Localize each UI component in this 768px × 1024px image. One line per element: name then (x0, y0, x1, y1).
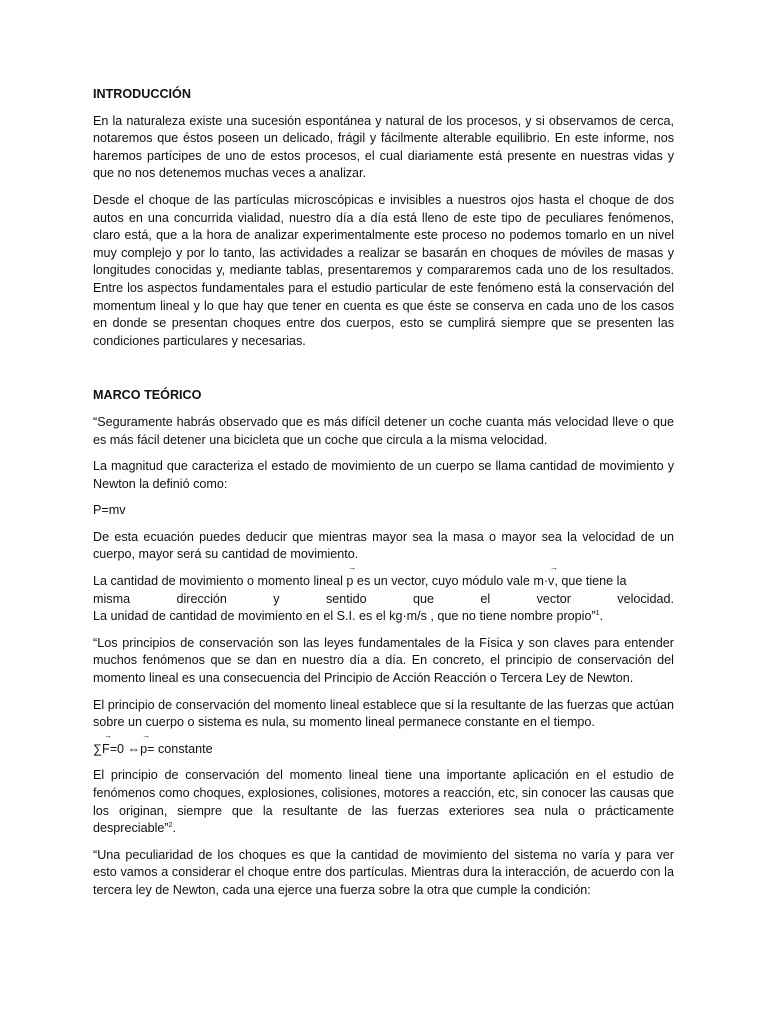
momentum-definition-word: velocidad. (617, 591, 674, 606)
marco-paragraph-6-text: El principio de conservación del momento lineal tiene una importante aplicación en el estudio de fenómenos como choques, explosiones, colisiones, motores a reacción, etc, sin conocer las causas que los originan, siempre que la resultante de las fuerzas exteriores sea nula o prácticamente despreciable” (93, 768, 674, 836)
marco-paragraph-1: “Seguramente habrás observado que es más difícil detener un coche cuanta más velocidad lleve o que es más fácil detener una bicicleta que un coche que circula a la misma velocidad. (93, 414, 674, 447)
marco-paragraph-4: “Los principios de conservación son las leyes fundamentales de la Física y son claves para entender muchos fenómenos que se dan en nuestro día a día. En concreto, el principio de conservación del momento lineal es una consecuencia del Principio de Acción Reacción o Tercera Ley de Newton. (93, 635, 674, 686)
marco-paragraph-6-end: . (172, 821, 177, 836)
momentum-definition-paragraph (93, 573, 674, 626)
marco-teorico-heading: MARCO TEÓRICO (93, 388, 202, 403)
momentum-unit-text: La unidad de cantidad de movimiento en el S.I. es el kg·m/s , que no tiene nombre propio” (93, 609, 596, 624)
vector-f-symbol: F → (102, 741, 110, 759)
intro-paragraph-1: En la naturaleza existe una sucesión espontánea y natural de los procesos, y si observamos de cerca, notaremos que éstos poseen un delicado, frágil y fácilmente alterable equilibrio. En este informe, nos haremos partícipes de uno de estos procesos, el cual diariamente está presente en nuestras vidas y que no nos detenemos muchas veces a analizar. (93, 113, 674, 181)
momentum-definition-word: y (273, 591, 280, 606)
intro-paragraph-2: Desde el choque de las partículas microscópicas e invisibles a nuestros ojos hasta el choque de dos autos en una concurrida vialidad, nuestro día a día está lleno de este tipo de peculiares fenómenos, claro está, que a la hora de analizar experimentalmente este proceso no podemos tomarlo en un nivel muy complejo y por lo tanto, las actividades a realizar se basarán en choques de móviles de masas y longitudes conocidas y, mediante tablas, presentaremos y compararemos cada uno de los resultados. Entre los aspectos fundamentales para el estudio particular de este fenómeno está la conservación del momentum lineal y lo que hay que tener en cuenta es que éste se conserva en cada uno de los casos en donde se presentan choques entre dos cuerpos, esto se cumplirá siempre que se presenten las condiciones particulares y necesarias. (93, 192, 674, 348)
momentum-definition-word: vector (536, 591, 571, 606)
momentum-formula: P=mv (93, 503, 126, 518)
vector-p-symbol: p → (346, 573, 353, 591)
momentum-definition-line-1 (93, 573, 674, 591)
momentum-definition-word: el (480, 591, 491, 606)
momentum-unit-end: . (599, 609, 604, 624)
sum-symbol: ∑ (93, 741, 102, 756)
document-page (93, 86, 674, 909)
momentum-text-c: , que tiene la (554, 574, 627, 589)
marco-paragraph-3: De esta ecuación puedes deducir que mientras mayor sea la masa o mayor sea la velocidad de un cuerpo, mayor será su cantidad de movimiento. (93, 529, 674, 562)
marco-paragraph-5: El principio de conservación del momento lineal establece que si la resultante de las fuerzas que actúan sobre un cuerpo o sistema es nula, su momento lineal permanece constante en el tiempo. (93, 697, 674, 730)
momentum-definition-text (93, 573, 626, 591)
vector-v-symbol: v → (548, 573, 554, 591)
momentum-text-b: es un vector, cuyo módulo vale m· (353, 574, 549, 589)
section-spacer (93, 359, 674, 387)
conservation-equation (93, 741, 674, 759)
momentum-definition-word: que (412, 591, 434, 606)
momentum-unit-line (93, 608, 674, 626)
marco-paragraph-2: La magnitud que caracteriza el estado de movimiento de un cuerpo se llama cantidad de movimiento y Newton la definió como: (93, 459, 674, 491)
momentum-definition-word: sentido (325, 591, 367, 606)
footnote-ref-1: 1 (595, 610, 600, 618)
introduction-heading: INTRODUCCIÓN (93, 87, 191, 101)
equation-end: = constante (147, 741, 213, 756)
momentum-definition-word: misma (93, 591, 131, 606)
marco-paragraph-7: “Una peculiaridad de los choques es que la cantidad de movimiento del sistema no varía y para ver esto vamos a considerar el choque entre dos partículas. Mientras dura la interacción, de acuerdo con la tercera ley de Newton, cada una ejerce una fuerza sobre la otra que cumple la condición: (93, 847, 674, 897)
footnote-ref-2: 2 (168, 822, 173, 829)
momentum-definition-word: dirección (176, 591, 227, 606)
equation-middle: =0 ⇔ (109, 741, 141, 756)
momentum-definition-line-2 (93, 591, 674, 609)
vector-p-symbol-eq: p → (140, 741, 147, 759)
momentum-text-a: La cantidad de movimiento o momento lineal (93, 574, 347, 589)
marco-paragraph-6 (93, 767, 674, 837)
